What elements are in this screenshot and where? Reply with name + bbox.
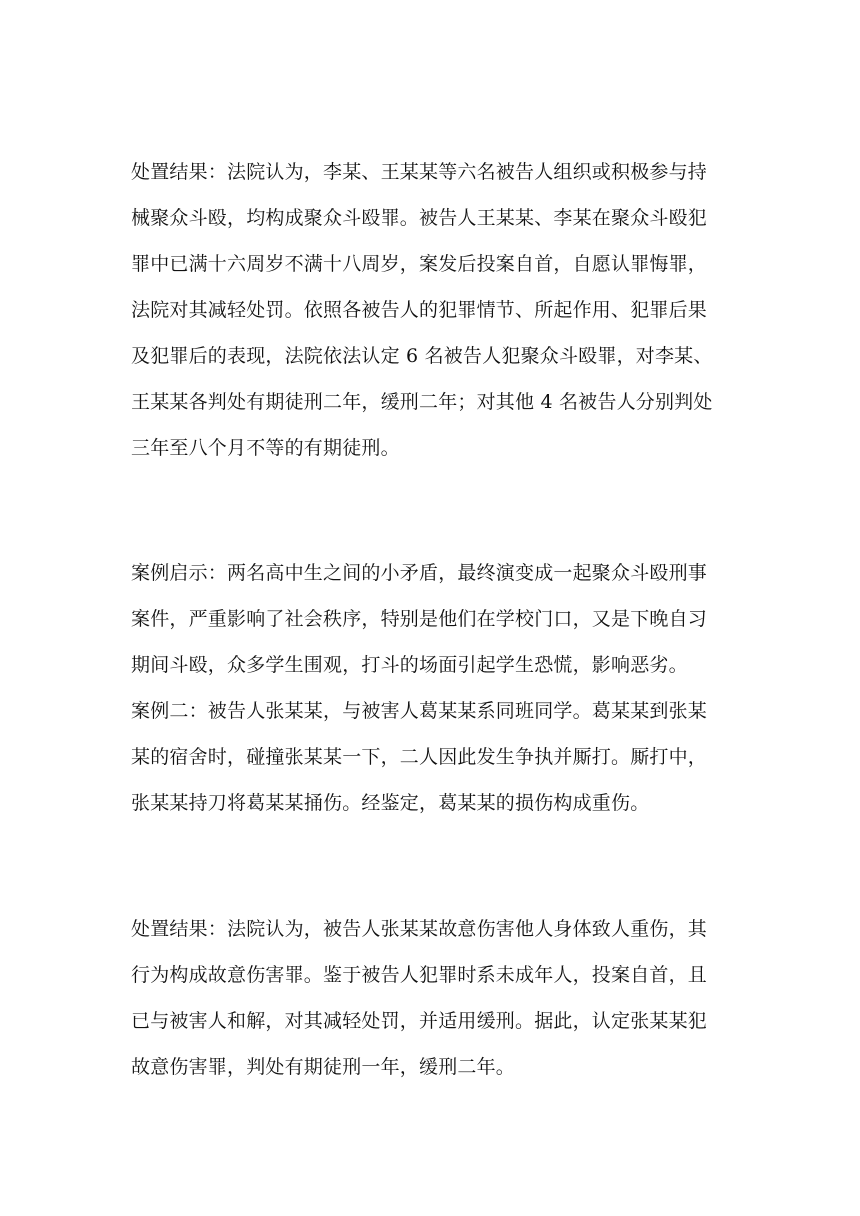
- paragraph-1-line-3: 罪中已满十六周岁不满十八周岁，案发后投案自首，自愿认罪悔罪，: [131, 253, 708, 275]
- paragraph-2-line-5: 某的宿舍时，碰撞张某某一下，二人因此发生争执并厮打。厮打中，: [131, 746, 708, 768]
- paragraph-1-line-5: 及犯罪后的表现，法院依法认定 6 名被告人犯聚众斗殴罪，对李某、: [131, 345, 713, 367]
- paragraph-1-line-2: 械聚众斗殴，均构成聚众斗殴罪。被告人王某某、李某在聚众斗殴犯: [131, 207, 708, 229]
- paragraph-1-line-6: 王某某各判处有期徒刑二年，缓刑二年；对其他 4 名被告人分别判处: [131, 391, 713, 413]
- paragraph-2-line-1: 案例启示：两名高中生之间的小矛盾，最终演变成一起聚众斗殴刑事: [131, 562, 708, 584]
- paragraph-3-line-4: 故意伤害罪，判处有期徒刑一年，缓刑二年。: [131, 1056, 516, 1078]
- paragraph-3-line-3: 已与被害人和解，对其减轻处罚，并适用缓刑。据此，认定张某某犯: [131, 1010, 708, 1032]
- paragraph-1-line-7: 三年至八个月不等的有期徒刑。: [131, 437, 400, 459]
- paragraph-3-line-2: 行为构成故意伤害罪。鉴于被告人犯罪时系未成年人，投案自首，且: [131, 964, 708, 986]
- paragraph-1-line-4: 法院对其减轻处罚。依照各被告人的犯罪情节、所起作用、犯罪后果: [131, 299, 708, 321]
- paragraph-1-line-1: 处置结果：法院认为，李某、王某某等六名被告人组织或积极参与持: [131, 161, 708, 183]
- paragraph-3-line-1: 处置结果：法院认为，被告人张某某故意伤害他人身体致人重伤，其: [131, 918, 708, 940]
- paragraph-2-line-6: 张某某持刀将葛某某捅伤。经鉴定，葛某某的损伤构成重伤。: [131, 792, 650, 814]
- paragraph-2-line-2: 案件，严重影响了社会秩序，特别是他们在学校门口，又是下晚自习: [131, 608, 708, 630]
- paragraph-2-line-3: 期间斗殴，众多学生围观，打斗的场面引起学生恐慌，影响恶劣。: [131, 654, 688, 676]
- paragraph-2-line-4: 案例二：被告人张某某，与被害人葛某某系同班同学。葛某某到张某: [131, 700, 708, 722]
